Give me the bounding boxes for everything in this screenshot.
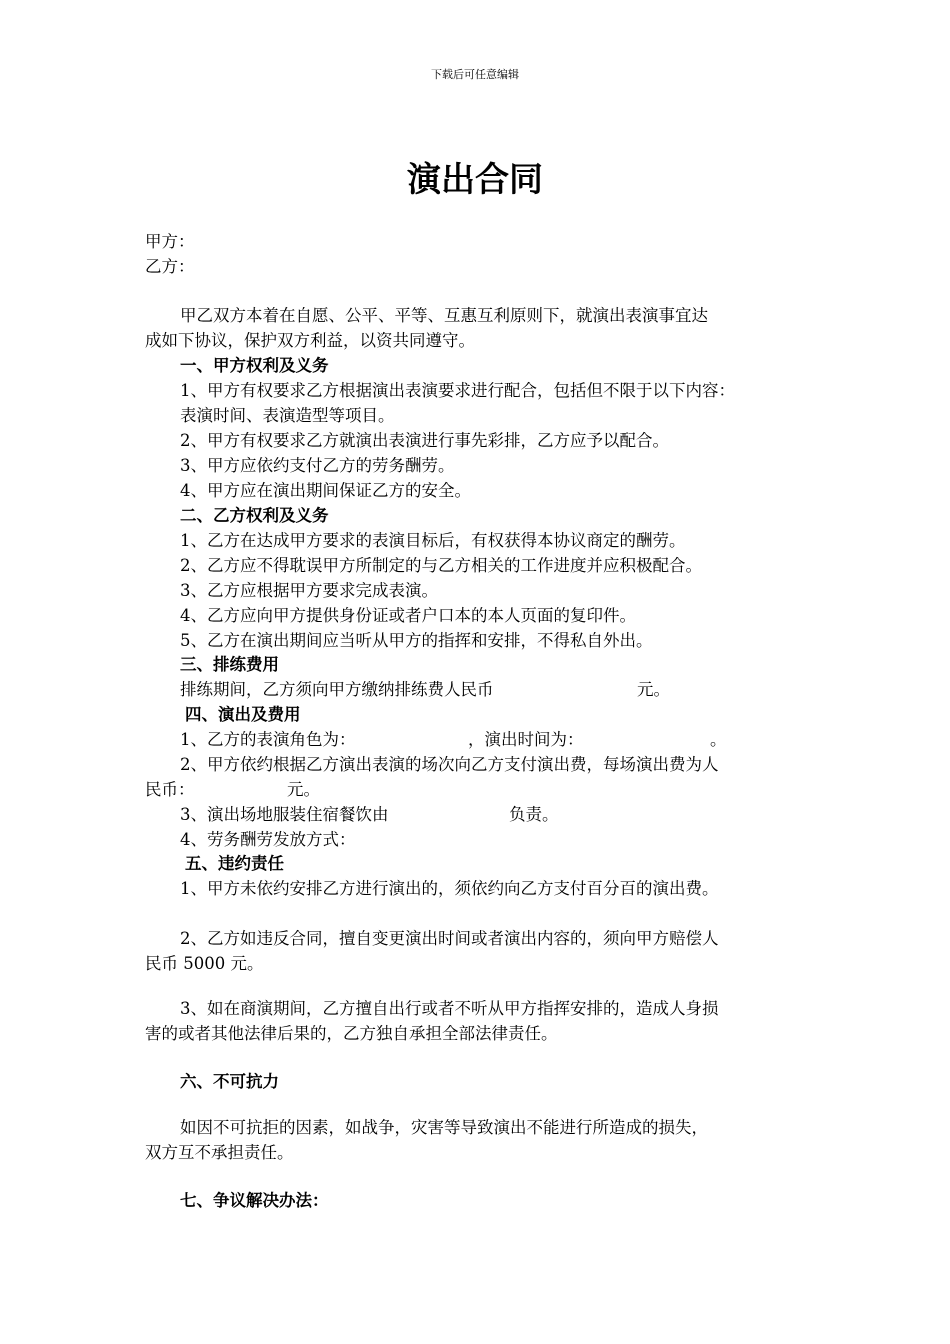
- rehearsal-fee-unit: 元。: [637, 680, 670, 699]
- section-1-item: 1、甲方有权要求乙方根据演出表演要求进行配合，包括但不限于以下内容：: [180, 381, 735, 400]
- force-majeure-text-cont: 双方互不承担责任。: [145, 1143, 294, 1162]
- breach-clause-1: 1、甲方未依约安排乙方进行演出的，须依约向乙方支付百分百的演出费。: [180, 879, 719, 898]
- section-3-title: 三、排练费用: [180, 655, 279, 674]
- party-b-label: 乙方：: [145, 257, 195, 276]
- section-1-item: 表演时间、表演造型等项目。: [180, 406, 395, 425]
- force-majeure-text: 如因不可抗拒的因素，如战争，灾害等导致演出不能进行所造成的损失，: [180, 1118, 708, 1137]
- breach-clause-2: 2、乙方如违反合同，擅自变更演出时间或者演出内容的，须向甲方赔偿人: [180, 929, 719, 948]
- performance-fee-unit: 元。: [287, 780, 320, 799]
- section-2-item: 2、乙方应不得耽误甲方所制定的与乙方相关的工作进度并应积极配合。: [180, 556, 702, 575]
- breach-clause-3-cont: 害的或者其他法律后果的，乙方独自承担全部法律责任。: [145, 1024, 558, 1043]
- party-a-label: 甲方：: [145, 232, 195, 251]
- section-4-title: 四、演出及费用: [185, 705, 301, 724]
- breach-clause-2-cont: 民币 5000 元。: [145, 954, 264, 973]
- section-5-title: 五、违约责任: [185, 854, 284, 873]
- role-label: 1、乙方的表演角色为：: [180, 730, 356, 749]
- payment-method: 4、劳务酬劳发放方式：: [180, 830, 356, 849]
- breach-clause-3: 3、如在商演期间，乙方擅自出行或者不听从甲方指挥安排的，造成人身损: [180, 999, 719, 1018]
- section-2-item: 5、乙方在演出期间应当听从甲方的指挥和安排，不得私自外出。: [180, 631, 653, 650]
- performance-fee-line: 2、甲方依约根据乙方演出表演的场次向乙方支付演出费，每场演出费为人: [180, 755, 719, 774]
- document-title: 演出合同: [407, 160, 543, 200]
- section-2-title: 二、乙方权利及义务: [180, 506, 329, 525]
- performance-time-label: ，演出时间为：: [468, 730, 584, 749]
- section-2-item: 1、乙方在达成甲方要求的表演目标后，有权获得本协议商定的酬劳。: [180, 531, 686, 550]
- section-1-item: 3、甲方应依约支付乙方的劳务酬劳。: [180, 456, 455, 475]
- section-6-title: 六、不可抗力: [180, 1072, 279, 1091]
- venue-responsibility-end: 负责。: [509, 805, 559, 824]
- rehearsal-fee-text: 排练期间，乙方须向甲方缴纳排练费人民币: [180, 680, 494, 699]
- section-7-title: 七、争议解决办法：: [180, 1191, 329, 1210]
- header-note: 下载后可任意编辑: [431, 68, 519, 81]
- section-1-title: 一、甲方权利及义务: [180, 356, 329, 375]
- performance-fee-currency: 民币：: [145, 780, 195, 799]
- venue-responsibility: 3、演出场地服装住宿餐饮由: [180, 805, 389, 824]
- performance-time-end: 。: [710, 730, 727, 749]
- intro-line-1: 甲乙双方本着在自愿、公平、平等、互惠互利原则下，就演出表演事宜达: [180, 306, 708, 325]
- section-2-item: 4、乙方应向甲方提供身份证或者户口本的本人页面的复印件。: [180, 606, 636, 625]
- section-1-item: 4、甲方应在演出期间保证乙方的安全。: [180, 481, 471, 500]
- intro-line-2: 成如下协议，保护双方利益，以资共同遵守。: [145, 331, 475, 350]
- section-1-item: 2、甲方有权要求乙方就演出表演进行事先彩排，乙方应予以配合。: [180, 431, 669, 450]
- section-2-item: 3、乙方应根据甲方要求完成表演。: [180, 581, 438, 600]
